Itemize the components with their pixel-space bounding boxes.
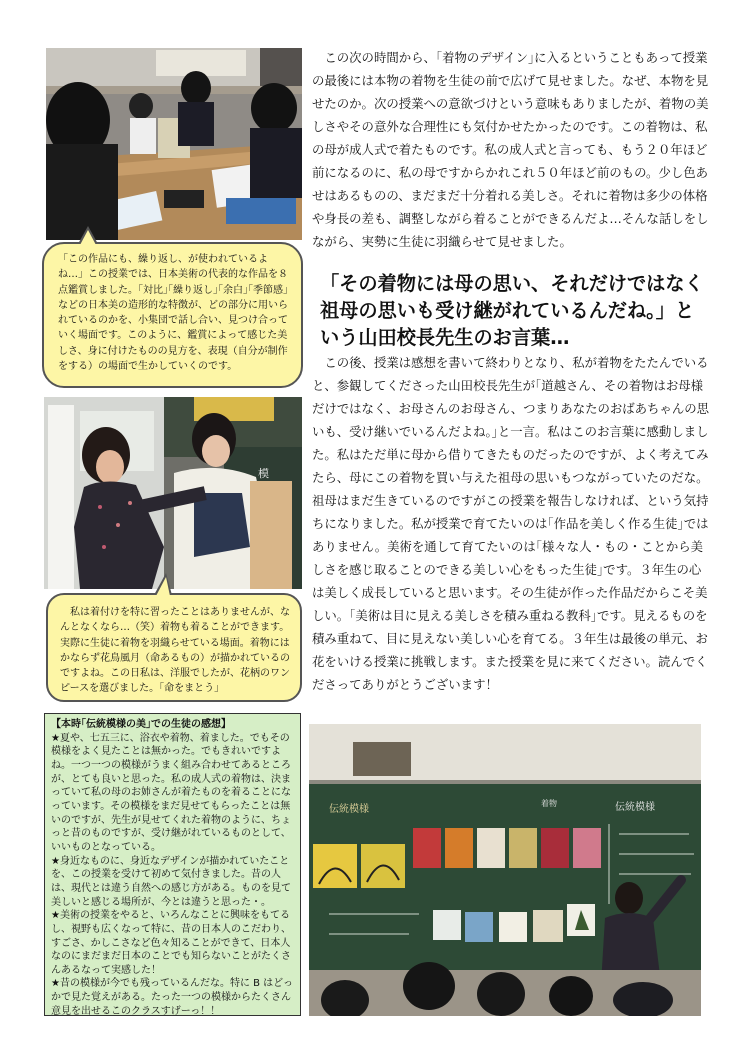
paragraph-text: この後、授業は感想を書いて終わりとなり、私が着物をたたんでいると、参観してくださった山田校長先生が｢道越さん、その着物はお母様だけではなく、お母さんのお母さん、つまりあなたのおばあちゃんの思いも、受け継いでいるんだよね。｣と一言。私はこのお言葉に感動しました。私はただ単に母から借りてきたものだったのですが、よく考えてみたら、母にこの着物を買い与えた祖母の思いもつながっていたのだな。祖母はまだ生きているのですがこの授業を報告しなければ、という気持ちになりました。私が授業で育てたいのは｢作品を美しく作る生徒｣ではありません。美術を通して育てたいのは｢様々な人・もの・ことから美しさを感じ取ることのできる美しい心をもった生徒｣です。３年生の心は美しく成長していると思います。その生徒が作った作品だからこそ美しい。｢美術は目に見える美しさを積み重ねる教科｣です。見えるものを積み重ねて、目に見えない美しい心を育てる。３年生は最後の単元、お花をいける授業に挑戦します。また授業を見に来てください。読んでくださってありがとうございます！ xyxy=(312,355,709,692)
photo-kimono-demonstration xyxy=(44,397,302,589)
photo-group-discussion xyxy=(46,48,302,240)
caption-text: 私は着付けを特に習ったことはありませんが、なんとなくなら…（笑）着物も着ることができます。実際に生徒に着物を羽織らせている場面。着物にはかならず花鳥風月（命あるもの）が描かれているのですよね。この日私は、洋服でしたが、花柄のワンピースを選びました。｢命をまとう｣ xyxy=(60,607,290,695)
article-paragraph-1 xyxy=(312,46,710,253)
paragraph-text: この次の時間から、｢着物のデザイン｣に入るということもあって授業の最後には本物の着物を生徒の前で広げて見せました。なぜ、本物を見せたのか。次の授業への意欲づけという意味もありましたが、着物の美しさやその意外な合理性にも気付かせたかったのです。この着物は、私の母が成人式で着たものです。私の成人式と言っても、もう２０年ほど前になるのに、私の母ですからかれこれ５０年ほど前のもの。少し色あせはあるものの、まだまだ十分着れる美しさ。それに着物は多少の体格や身長の差も、調整しながら着ることができるんだよ…そんな話しをしながら、実勢に生徒に羽織らせて見せました。 xyxy=(312,50,709,249)
caption-text: 「この作品にも、繰り返し、が使われているよね…」この授業では、日本美術の代表的な作品を８点鑑賞しました。｢対比｣｢繰り返し｣｢余白｣｢季節感｣などの日本美の造形的な特徴が、どの部分に用いられているのかを、小集団で話し合い、見つけ合っていく場面です。このように、鑑賞によって感じた美しさ、身に付けたものの見方を、表現（自分が制作をする）の場面で生かしていくのです。 xyxy=(58,254,288,373)
impressions-title: 【本時｢伝統模様の美｣での生徒の感想】 xyxy=(51,719,231,730)
article-paragraph-2 xyxy=(312,351,710,696)
caption-bubble-kimono xyxy=(46,593,302,702)
impression-item: ★身近なものに、身近なデザインが描かれていたことを、この授業を受けて初めて気付きました。昔の人は、現代とは違う自然への感じ方がある。ものを見て美しいと感じる場所が、今とは違うと思った・。 xyxy=(51,855,291,908)
headline-quote xyxy=(320,270,712,351)
impression-item: ★昔の模様が今でも残っているんだな。特に B はどっかで見た覚えがある。たった一つの模様からたくさん意見を出せるこのクラスすげーっ！！ xyxy=(51,978,293,1017)
svg-text:模: 模 xyxy=(258,467,269,480)
board-heading-right: 伝統模様 xyxy=(615,802,655,813)
bubble-tail-fill xyxy=(156,577,170,596)
board-heading-left: 伝統模様 xyxy=(329,804,369,815)
impression-item: ★夏や、七五三に、浴衣や着物、着ました。でもその模様をよく見たことは無かった。でもきれいですよね。一つ一つの模様がうまく組み合わせてあるところが、とても良いと思った。私の成人式の着物は、決まっていて私の母のお姉さんが着たものを着ることになっています。その模様をまだ見せてもらったことは無いのですが、先生が見せてくれた着物のように、ちょっと昔のものですが、受け継がれているものとして、いいものとなっている。 xyxy=(51,732,291,853)
quote-text: 「その着物には母の思い、それだけではなく祖母の思いも受け継がれているんだね。」という山田校長先生のお言葉… xyxy=(320,272,704,349)
student-impressions-box xyxy=(44,713,301,1016)
impression-item: ★美術の授業をやると、いろんなことに興味をもてるし、視野も広くなって特に、昔の日本人のこだわり、すごさ、かしこさなど色々知ることができて、日本人なのにまだまだ日本のことでも知らないことがたくさんあるなって実感した！ xyxy=(51,910,291,976)
photo-classroom-chalkboard xyxy=(309,724,701,1016)
caption-bubble-discussion xyxy=(42,242,303,388)
bubble-tail-fill xyxy=(80,230,96,245)
board-side-word: 着物 xyxy=(541,799,557,808)
